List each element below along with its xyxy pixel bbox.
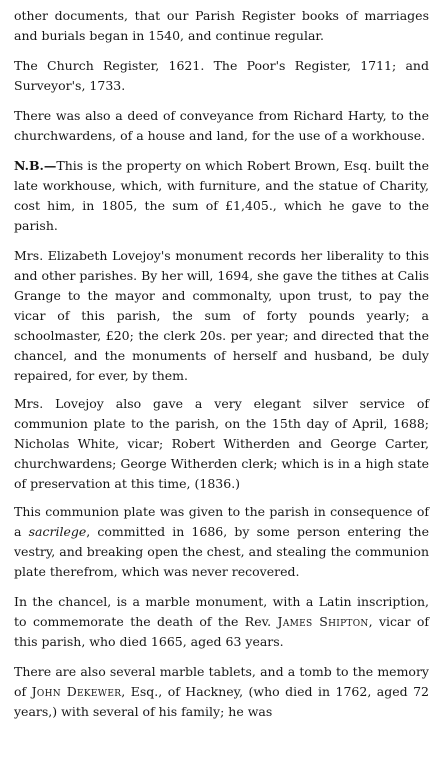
paragraph-dekewer-tomb	[14, 662, 429, 722]
paragraph-text-after: , vicar of this parish, who died 1665, aged 63 years.	[14, 614, 429, 649]
paragraph-text-after: , Esq., of Hackney, (who died in 1762, aged 72 years,) with several of his family; he was	[14, 684, 429, 719]
paragraph-sacrilege	[14, 502, 429, 582]
paragraph-nota-bene	[14, 156, 429, 236]
paragraph-text-before: In the chancel, is a marble monument, with a Latin inscription, to commemorate the death of the Rev.	[14, 594, 429, 629]
paragraph-text-before: This communion plate was given to the parish in consequence of a	[14, 504, 429, 539]
nota-bene-label: N.B.—	[14, 158, 57, 173]
paragraph-deed-of-conveyance	[14, 106, 429, 146]
paragraph-text-before: There are also several marble tablets, and a tomb to the memory of	[14, 664, 429, 699]
smallcaps-name: James Shipton	[277, 614, 369, 629]
paragraph-parish-register	[14, 6, 429, 46]
italic-word: sacrilege	[28, 524, 87, 539]
paragraph-text: other documents, that our Parish Register books of marriages and burials began in 1540, and continue regular.	[14, 8, 429, 43]
paragraph-text: This is the property on which Robert Brown, Esq. built the late workhouse, which, with furniture, and the statue of Charity, cost him, in 1805, the sum of £1,405., which he gave to the parish.	[14, 158, 429, 233]
paragraph-shipton-monument	[14, 592, 429, 652]
smallcaps-name: John Dekewer	[31, 684, 122, 699]
paragraph-communion-plate-gift	[14, 394, 429, 494]
paragraph-text-after: , committed in 1686, by some person entering the vestry, and breaking open the chest, and stealing the communion plate therefrom, which was never recovered.	[14, 524, 429, 579]
paragraph-church-register	[14, 56, 429, 96]
paragraph-text: The Church Register, 1621. The Poor's Register, 1711; and Surveyor's, 1733.	[14, 58, 429, 93]
paragraph-text: There was also a deed of conveyance from Richard Harty, to the churchwardens, of a house and land, for the use of a workhouse.	[14, 108, 429, 143]
paragraph-text: Mrs. Lovejoy also gave a very elegant silver service of communion plate to the parish, on the 15th day of April, 1688; Nicholas White, vicar; Robert Witherden and George Carter, churchwardens; George Witherden clerk; which is in a high state of preservation at this time, (1836.)	[14, 396, 429, 491]
paragraph-text: Mrs. Elizabeth Lovejoy's monument records her liberality to this and other parishes. By her will, 1694, she gave the tithes at Calis Grange to the mayor and commonalty, upon trust, to pay the vicar of this parish, the sum of forty pounds yearly; a schoolmaster, £20; the clerk 20s. per year; and directed that the chancel, and the monuments of herself and husband, be duly repaired, for ever, by them.	[14, 248, 430, 383]
paragraph-lovejoy-monument	[14, 246, 429, 386]
